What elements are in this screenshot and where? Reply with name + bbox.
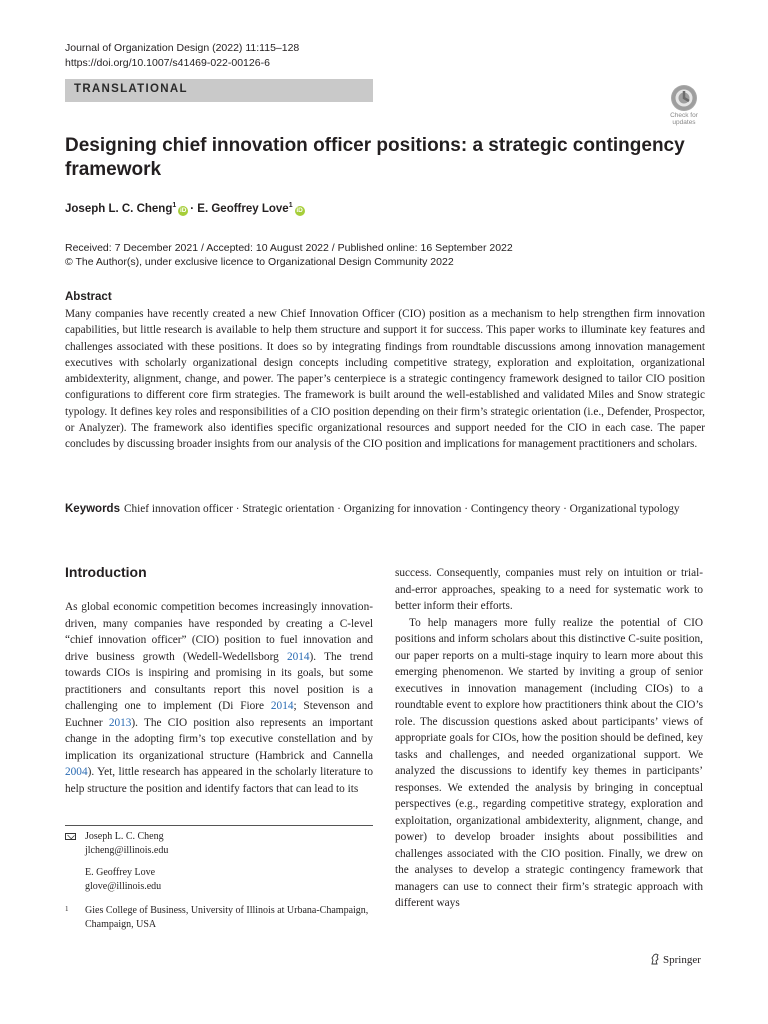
author-email-link[interactable]: glove@illinois.edu bbox=[85, 881, 162, 892]
check-for-updates-badge[interactable] bbox=[665, 85, 703, 125]
journal-citation: Journal of Organization Design (2022) 11:115–128 bbox=[65, 42, 300, 54]
citation-link[interactable]: 2013 bbox=[108, 716, 132, 729]
check-updates-line1: Check for bbox=[670, 112, 698, 119]
citation-link[interactable]: 2014 bbox=[270, 700, 294, 712]
affiliation-text: Gies College of Business, University of Illinois at Urbana-Champaign, Champaign, USA bbox=[85, 905, 369, 930]
author-name[interactable]: Joseph L. C. Cheng bbox=[65, 202, 173, 215]
author-email-link[interactable]: jlcheng@illinois.edu bbox=[85, 845, 169, 856]
abstract-heading: Abstract bbox=[65, 291, 112, 303]
corresponding-author bbox=[65, 830, 373, 894]
copyright-line: © The Author(s), under exclusive licence to Organizational Design Community 2022 bbox=[65, 256, 454, 268]
date-line: Received: 7 December 2021 / Accepted: 10 August 2022 / Published online: 16 September 2022 bbox=[65, 242, 513, 254]
publisher-name: Springer bbox=[663, 954, 701, 966]
footnote-author-name: E. Geoffrey Love bbox=[85, 867, 156, 878]
intro-paragraph: success. Consequently, companies must rely on intuition or trial-and-error approaches, speaking to a need for systematic work to better inform their efforts. bbox=[395, 567, 703, 612]
orcid-icon[interactable]: iD bbox=[296, 206, 303, 214]
article-type-banner bbox=[65, 79, 373, 102]
author-name[interactable]: E. Geoffrey Love bbox=[197, 202, 289, 215]
right-column bbox=[395, 565, 703, 912]
article-type-label: TRANSLATIONAL bbox=[74, 83, 188, 95]
keywords bbox=[65, 501, 705, 517]
footnote-divider bbox=[65, 825, 373, 826]
intro-paragraph: As global economic competition becomes increasingly innovation-driven, many companies have responded by creating a C-level “chief innovation officer” (CIO) position to fuel innovation and drive business growth (Wedell-Wedellsborg 2014). The trend towards CIOs is inspiring and promising in its goals, but some practitioners and consultants report this novel position is a challenging one to implement (Di Fiore 2014; Stevenson and Euchner 2013). The CIO position also represents an important change in the adopting firm’s top executive constellation and by implication its organizational structure (Hambrick and Cannella 2004). Yet, little research has appeared in the scholarly literature to help structure the position and identify factors that can lead to its bbox=[65, 601, 373, 795]
section-heading-introduction: Introduction bbox=[65, 564, 147, 580]
citation-link[interactable]: 2014 bbox=[286, 650, 310, 663]
publisher-logo bbox=[650, 953, 701, 966]
author-separator: · bbox=[190, 202, 195, 215]
article-title: Designing chief innovation officer positions: a strategic contingency framework bbox=[65, 135, 685, 180]
affiliation-footnote bbox=[65, 904, 373, 932]
springer-horse-icon bbox=[650, 953, 660, 965]
journal-header bbox=[65, 41, 299, 71]
intro-paragraph: To help managers more fully realize the potential of CIO positions and inform scholars about this distinctive C-suite position, our paper reports on a multi-stage inquiry to learn more about this emerging phenomenon. We started by inviting a group of senior executives in innovation management (including CIOs) to a roundtable event to explore how practitioners think about the CIO’s role. The discussion questions asked about participants’ views of appropriate goals for CIOs, how the position should be defined, key tasks and challenges, and needed organizational support. We analyzed the discussions to identify key themes in participants’ responses. We extended the analysis by bringing in conceptual perspectives (e.g., regarding competitive strategy, exploration and exploitation, organizational ambidexterity, alignment, change, and power) to develop broader insights about possibilities and challenges associated with the CIO position. Finally, we drew on the analyses to develop a strategic contingency framework that managers can use to connect their firm’s strategic approach with different ways bbox=[395, 616, 703, 909]
orcid-icon[interactable]: iD bbox=[180, 206, 187, 214]
check-updates-line2: updates bbox=[672, 119, 696, 126]
author-affiliation-mark: 1 bbox=[172, 202, 177, 209]
keywords-text: Chief innovation officer · Strategic orientation · Organizing for innovation · Contingency theory · Organizational typology bbox=[123, 503, 680, 515]
author-list bbox=[65, 202, 307, 216]
check-updates-icon bbox=[671, 85, 697, 111]
doi-link[interactable]: https://doi.org/10.1007/s41469-022-00126-6 bbox=[65, 57, 270, 69]
author-affiliation-mark: 1 bbox=[288, 202, 293, 209]
footnote-author-name: Joseph L. C. Cheng bbox=[85, 831, 164, 842]
affiliation-number: 1 bbox=[65, 905, 69, 913]
keywords-heading: Keywords bbox=[65, 503, 120, 515]
publication-dates bbox=[65, 241, 513, 269]
left-column bbox=[65, 599, 373, 797]
citation-link[interactable]: 2004 bbox=[65, 766, 88, 778]
abstract-text: Many companies have recently created a new Chief Innovation Officer (CIO) position as a mechanism to help strengthen firm innovation capabilities, but little research is available to help them structure and support it for success. This paper works to illuminate key features and challenges associated with these positions. It does so by integrating findings from roundtable discussions among innovation management executives with scholarly organizational design concepts including competitive strategy, exploration and exploitation, organizational ambidexterity, alignment, change, and power. The paper’s centerpiece is a strategic contingency framework designed to tailor CIO position configurations to different core firm strategies. The framework is built around the well-established and validated Miles and Snow strategic typology. It defines key roles and responsibilities of a CIO position depending on their firm’s strategic orientation (i.e., Defender, Prospector, or Analyzer). The framework also identifies specific organizational resources and support needed for the CIO in each case. The paper concludes by discussing broader insights from our analysis of the CIO position and implications for management practitioners and scholars. bbox=[65, 308, 705, 451]
envelope-icon bbox=[65, 833, 76, 840]
